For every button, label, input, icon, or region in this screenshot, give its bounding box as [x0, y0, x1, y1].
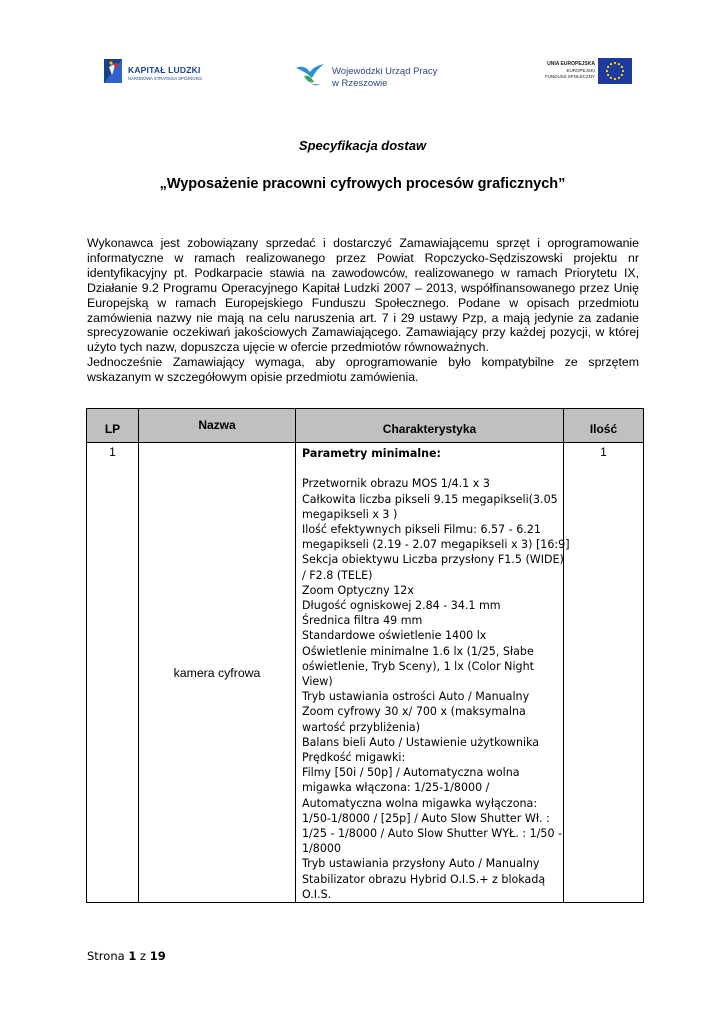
kapital-ludzki-logo: [103, 57, 213, 87]
column-header-lp: LP: [87, 409, 139, 443]
intro-line: zamówienia nazwy nie mają na celu naruszenia art. 7 i 29 ustawy Pzp, a mają jedynie za zadanie: [87, 310, 639, 325]
table-row: [87, 443, 644, 903]
cell-nazwa: kamera cyfrowa: [139, 443, 296, 903]
char-line: Automatyczna wolna migawka wyłączona:: [302, 796, 538, 810]
column-header-ilosc: Ilość: [564, 409, 644, 443]
kapital-ludzki-emblem-icon: [103, 57, 125, 85]
char-line: migawka włączona: 1/25-1/8000 /: [302, 781, 490, 795]
wup-name-line1: Wojewódzki Urząd Pracy: [332, 66, 438, 77]
wup-bird-icon: [294, 58, 326, 90]
footer-of: z: [139, 949, 147, 963]
page-footer: [87, 949, 166, 963]
char-line: Tryb ustawiania ostrości Auto / Manualny: [302, 690, 530, 704]
intro-line: Jednocześnie Zamawiający wymaga, aby oprogramowanie było kompatybilne ze sprzętem: [87, 355, 639, 370]
char-line: Przetwornik obrazu MOS 1/4.1 x 3: [302, 477, 490, 491]
char-line: Tryb ustawiania przysłony Auto / Manualny: [302, 857, 540, 871]
intro-line: wskazanym w szczegółowym opisie przedmiotu zamówienia.: [87, 370, 419, 385]
char-line: Standardowe oświetlenie 1400 lx: [302, 629, 487, 643]
intro-line: identyfikacyjny pt. Podkarpacie stawia na zawodowców, realizowanego w ramach Priorytetu IX,: [87, 265, 639, 280]
char-line: Filmy [50i / 50p] / Automatyczna wolna: [302, 766, 520, 780]
char-line: Średnica filtra 49 mm: [302, 614, 423, 628]
char-line: Stabilizator obrazu Hybrid O.I.S.+ z blokadą: [302, 872, 546, 886]
eu-label-line1: UNIA EUROPEJSKA: [547, 61, 595, 67]
char-line: wartość przybliżenia): [302, 720, 421, 734]
char-line: O.I.S.: [302, 887, 332, 901]
footer-page-number: 1: [128, 949, 137, 963]
intro-line: Działanie 9.2 Programu Operacyjnego Kapitał Ludzki 2007 – 2013, współfinansowanego przez Unię: [87, 280, 639, 295]
specification-table: [86, 408, 644, 903]
char-line: 1/25 - 1/8000 / Auto Slow Shutter WYŁ. : 1/50 -: [302, 827, 563, 841]
table-header-row: [87, 409, 644, 443]
intro-line: użyto tych nazw, dopuszcza ujęcie w ofercie przedmiotów równoważnych.: [87, 340, 489, 355]
intro-line: Wykonawca jest zobowiązany sprzedać i dostarczyć Zamawiającemu sprzęt i oprogramowanie: [87, 236, 639, 250]
char-line: megapikseli x 3 ): [302, 507, 398, 521]
intro-line: Europejską w ramach Europejskiego Funduszu Społecznego. Podane w opisach przedmiotu: [87, 295, 639, 310]
char-line: Zoom Optyczny 12x: [302, 583, 414, 597]
wup-name-line2: w Rzeszowie: [332, 78, 388, 89]
char-line: Zoom cyfrowy 30 x/ 700 x (maksymalna: [302, 705, 526, 719]
char-line: / F2.8 (TELE): [302, 568, 373, 582]
wup-rzeszow-logo: [294, 58, 454, 94]
char-line: [302, 461, 563, 476]
document-title: Specyfikacja dostaw: [298, 138, 427, 153]
intro-paragraph: [87, 236, 639, 385]
char-lines: [302, 461, 570, 902]
char-line: Całkowita liczba pikseli 9.15 megapikseli(3.05: [302, 492, 558, 506]
char-line: 1/50-1/8000 / [25p] / Auto Slow Shutter Wł. :: [302, 811, 550, 825]
eu-label-line2: EUROPEJSKI: [566, 68, 595, 73]
cell-lp: 1: [87, 443, 139, 903]
column-header-charakterystyka: Charakterystyka: [296, 409, 564, 443]
eu-efs-logo: [540, 58, 632, 86]
char-title: Parametry minimalne:: [302, 447, 441, 460]
cell-charakterystyka: [296, 443, 570, 903]
footer-total-pages: 19: [149, 949, 166, 963]
char-line: 1/8000: [302, 842, 342, 856]
kapital-ludzki-title: KAPITAŁ LUDZKI: [128, 65, 201, 75]
intro-line: informatyczne w ramach realizowanego przez Powiat Ropczycko-Sędziszowski projektu nr: [87, 250, 639, 265]
char-line: oświetlenie, Tryb Sceny), 1 lx (Color Night: [302, 659, 534, 673]
eu-label-line3: FUNDUSZ SPOŁECZNY: [544, 74, 595, 79]
char-line: Prędkość migawki:: [302, 751, 406, 765]
char-line: Sekcja obiektywu Liczba przysłony F1.5 (WIDE): [302, 553, 564, 567]
footer-prefix: Strona: [87, 949, 125, 963]
char-line: Długość ogniskowej 2.84 - 34.1 mm: [302, 599, 501, 613]
char-line: Balans bieli Auto / Ustawienie użytkownika: [302, 735, 540, 749]
document-subtitle: „Wyposażenie pracowni cyfrowych procesów graficznych”: [159, 176, 566, 192]
intro-line: sprecyzowanie oczekiwań jakościowych Zamawiającego. Zamawiający przy każdej pozycji, w której: [87, 325, 639, 340]
cell-ilosc: 1: [564, 443, 644, 903]
char-line: Oświetlenie minimalne 1.6 lx (1/25, Słabe: [302, 644, 534, 658]
char-line: megapikseli (2.19 - 2.07 megapikseli x 3) [16:9]: [302, 538, 570, 552]
char-line: View): [302, 675, 333, 689]
kapital-ludzki-subtitle: NARODOWA STRATEGIA SPÓJNOŚCI: [128, 76, 203, 81]
column-header-nazwa: Nazwa: [139, 409, 296, 443]
char-line: Ilość efektywnych pikseli Filmu: 6.57 - 6.21: [302, 523, 541, 537]
eu-flag-icon: [598, 58, 632, 84]
